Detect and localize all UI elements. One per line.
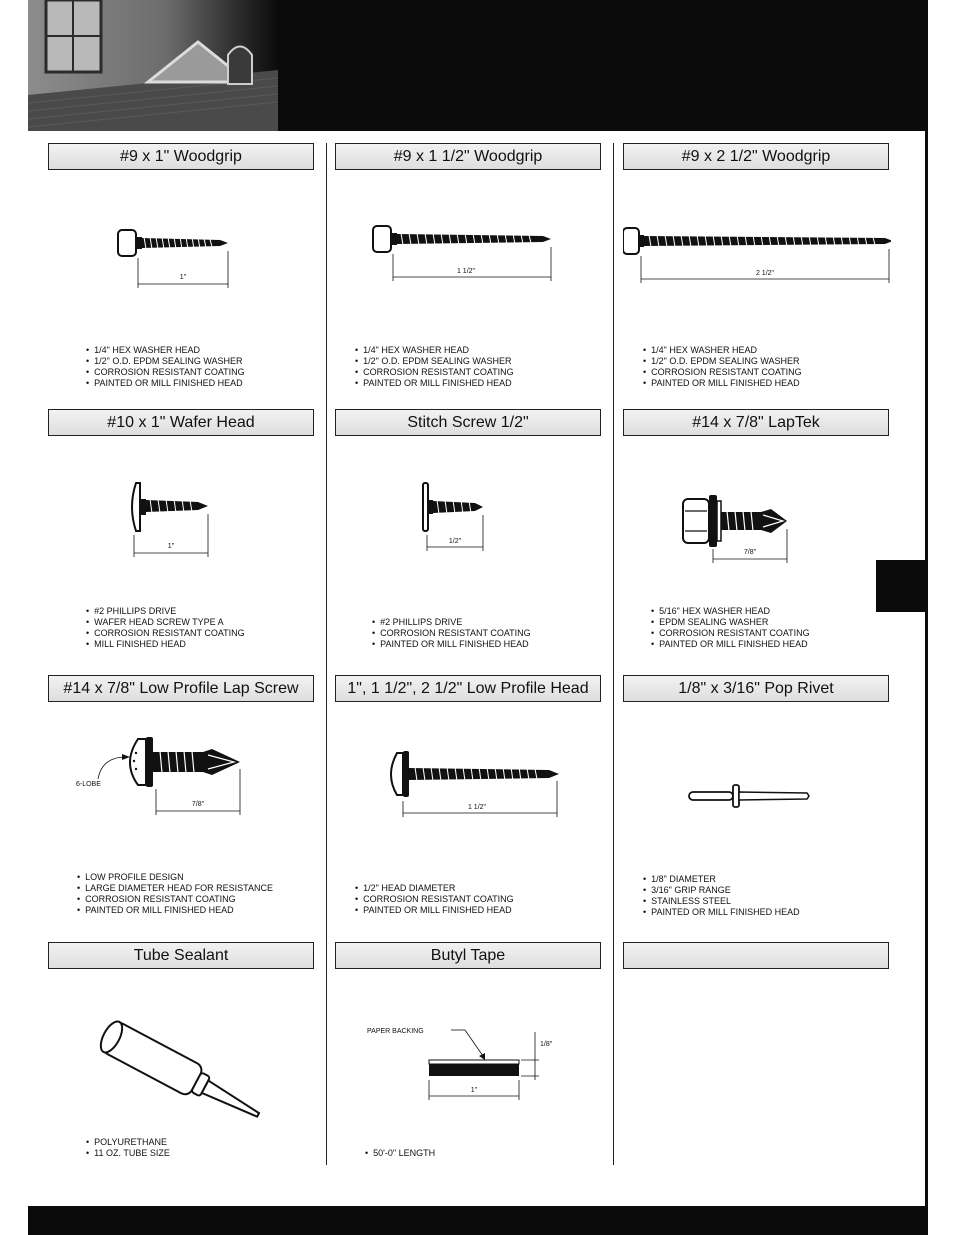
feature-item: • POLYURETHANE <box>86 1137 170 1148</box>
product-title: #10 x 1" Wafer Head <box>48 409 314 436</box>
feature-list <box>372 617 531 650</box>
feature-item: • 1/4" HEX WASHER HEAD <box>355 345 514 356</box>
product-title: #9 x 1 1/2" Woodgrip <box>335 143 601 170</box>
feature-item: • PAINTED OR MILL FINISHED HEAD <box>372 639 531 650</box>
feature-item: • PAINTED OR MILL FINISHED HEAD <box>77 905 273 916</box>
feature-item: • PAINTED OR MILL FINISHED HEAD <box>643 907 800 918</box>
feature-item: • PAINTED OR MILL FINISHED HEAD <box>651 639 810 650</box>
feature-list <box>355 883 514 916</box>
dimension-label: 7/8" <box>191 801 205 808</box>
dimension-label: 7/8" <box>743 549 757 556</box>
feature-item: • CORROSION RESISTANT COATING <box>355 367 514 378</box>
thickness-label: 1/8" <box>540 1041 553 1048</box>
product-cell-woodgrip-1-5 <box>335 143 603 408</box>
feature-item: • EPDM SEALING WASHER <box>651 617 810 628</box>
wafer-head-screw-drawing <box>48 439 316 599</box>
woodgrip-screw-drawing <box>48 173 316 333</box>
feature-item: • PAINTED OR MILL FINISHED HEAD <box>643 378 802 389</box>
product-cell-butyl-tape <box>335 942 603 1207</box>
feature-item: • 1/2" O.D. EPDM SEALING WASHER <box>355 356 514 367</box>
product-title: Tube Sealant <box>48 942 314 969</box>
page-edge-rule <box>925 0 928 1235</box>
dimension-label: 1" <box>179 274 187 281</box>
product-cell-wafer-head <box>48 409 316 674</box>
feature-list <box>643 345 802 389</box>
feature-item: • 1/8" DIAMETER <box>643 874 800 885</box>
feature-item: • 11 OZ. TUBE SIZE <box>86 1148 170 1159</box>
feature-item: • LOW PROFILE DESIGN <box>77 872 273 883</box>
feature-item: • 5/16" HEX WASHER HEAD <box>651 606 810 617</box>
dimension-label: 1" <box>470 1087 478 1094</box>
low-profile-lap-screw-drawing <box>48 705 316 865</box>
product-cell-tube-sealant <box>48 942 316 1207</box>
feature-item: • CORROSION RESISTANT COATING <box>651 628 810 639</box>
product-title: #9 x 1" Woodgrip <box>48 143 314 170</box>
product-title <box>623 942 889 969</box>
feature-item: • CORROSION RESISTANT COATING <box>372 628 531 639</box>
product-title: 1", 1 1/2", 2 1/2" Low Profile Head <box>335 675 601 702</box>
feature-item: • 1/2" O.D. EPDM SEALING WASHER <box>86 356 245 367</box>
feature-list <box>86 1137 170 1159</box>
feature-item: • CORROSION RESISTANT COATING <box>86 628 245 639</box>
product-cell-low-profile-head <box>335 675 603 940</box>
feature-item: • STAINLESS STEEL <box>643 896 800 907</box>
feature-list <box>77 872 273 916</box>
column-divider <box>326 143 327 1165</box>
feature-item: • #2 PHILLIPS DRIVE <box>372 617 531 628</box>
laptek-screw-drawing <box>623 439 891 599</box>
feature-item: • PAINTED OR MILL FINISHED HEAD <box>355 905 514 916</box>
header-banner <box>28 0 926 131</box>
stitch-screw-drawing <box>335 439 603 599</box>
feature-item: • 1/2" O.D. EPDM SEALING WASHER <box>643 356 802 367</box>
product-cell-laptek <box>623 409 891 674</box>
feature-item: • CORROSION RESISTANT COATING <box>643 367 802 378</box>
feature-item: • WAFER HEAD SCREW TYPE A <box>86 617 245 628</box>
feature-item: • 1/4" HEX WASHER HEAD <box>86 345 245 356</box>
feature-list <box>355 345 514 389</box>
feature-item: • CORROSION RESISTANT COATING <box>77 894 273 905</box>
feature-item: • 3/16" GRIP RANGE <box>643 885 800 896</box>
product-cell-woodgrip-1 <box>48 143 316 408</box>
dimension-label: 2 1/2" <box>755 270 775 277</box>
product-cell-empty <box>623 942 891 1207</box>
column-divider <box>613 143 614 1165</box>
product-cell-woodgrip-2-5 <box>623 143 891 408</box>
feature-list <box>86 606 245 650</box>
feature-item: • PAINTED OR MILL FINISHED HEAD <box>86 378 245 389</box>
product-title: #9 x 2 1/2" Woodgrip <box>623 143 889 170</box>
feature-item: • 1/2" HEAD DIAMETER <box>355 883 514 894</box>
product-title: 1/8" x 3/16" Pop Rivet <box>623 675 889 702</box>
dimension-label: 1 1/2" <box>456 268 476 275</box>
footer-bar <box>28 1206 926 1235</box>
product-title: #14 x 7/8" Low Profile Lap Screw <box>48 675 314 702</box>
feature-item: • LARGE DIAMETER HEAD FOR RESISTANCE <box>77 883 273 894</box>
feature-item: • #2 PHILLIPS DRIVE <box>86 606 245 617</box>
product-cell-stitch-screw <box>335 409 603 674</box>
feature-item: • PAINTED OR MILL FINISHED HEAD <box>355 378 514 389</box>
woodgrip-screw-drawing <box>623 173 891 333</box>
product-cell-pop-rivet <box>623 675 891 940</box>
feature-item: • CORROSION RESISTANT COATING <box>355 894 514 905</box>
dimension-label: 1/2" <box>448 538 462 545</box>
dimension-label: 1" <box>167 543 175 550</box>
product-title: #14 x 7/8" LapTek <box>623 409 889 436</box>
pop-rivet-drawing <box>623 705 891 865</box>
roof-photo <box>28 0 278 131</box>
product-title: Butyl Tape <box>335 942 601 969</box>
feature-list <box>643 874 800 918</box>
low-profile-head-screw-drawing <box>335 705 603 865</box>
feature-list <box>86 345 245 389</box>
feature-list <box>651 606 810 650</box>
feature-item: • 50'-0" LENGTH <box>365 1148 435 1159</box>
callout-label: PAPER BACKING <box>367 1028 424 1035</box>
butyl-tape-drawing <box>335 972 603 1132</box>
feature-item: • MILL FINISHED HEAD <box>86 639 245 650</box>
dimension-label: 1 1/2" <box>467 804 487 811</box>
feature-list <box>365 1148 435 1159</box>
product-title: Stitch Screw 1/2" <box>335 409 601 436</box>
tube-sealant-drawing <box>48 972 316 1132</box>
feature-item: • 1/4" HEX WASHER HEAD <box>643 345 802 356</box>
woodgrip-screw-drawing <box>335 173 603 333</box>
product-cell-low-profile-lap-screw <box>48 675 316 940</box>
callout-label: 6-LOBE <box>76 781 101 788</box>
feature-item: • CORROSION RESISTANT COATING <box>86 367 245 378</box>
